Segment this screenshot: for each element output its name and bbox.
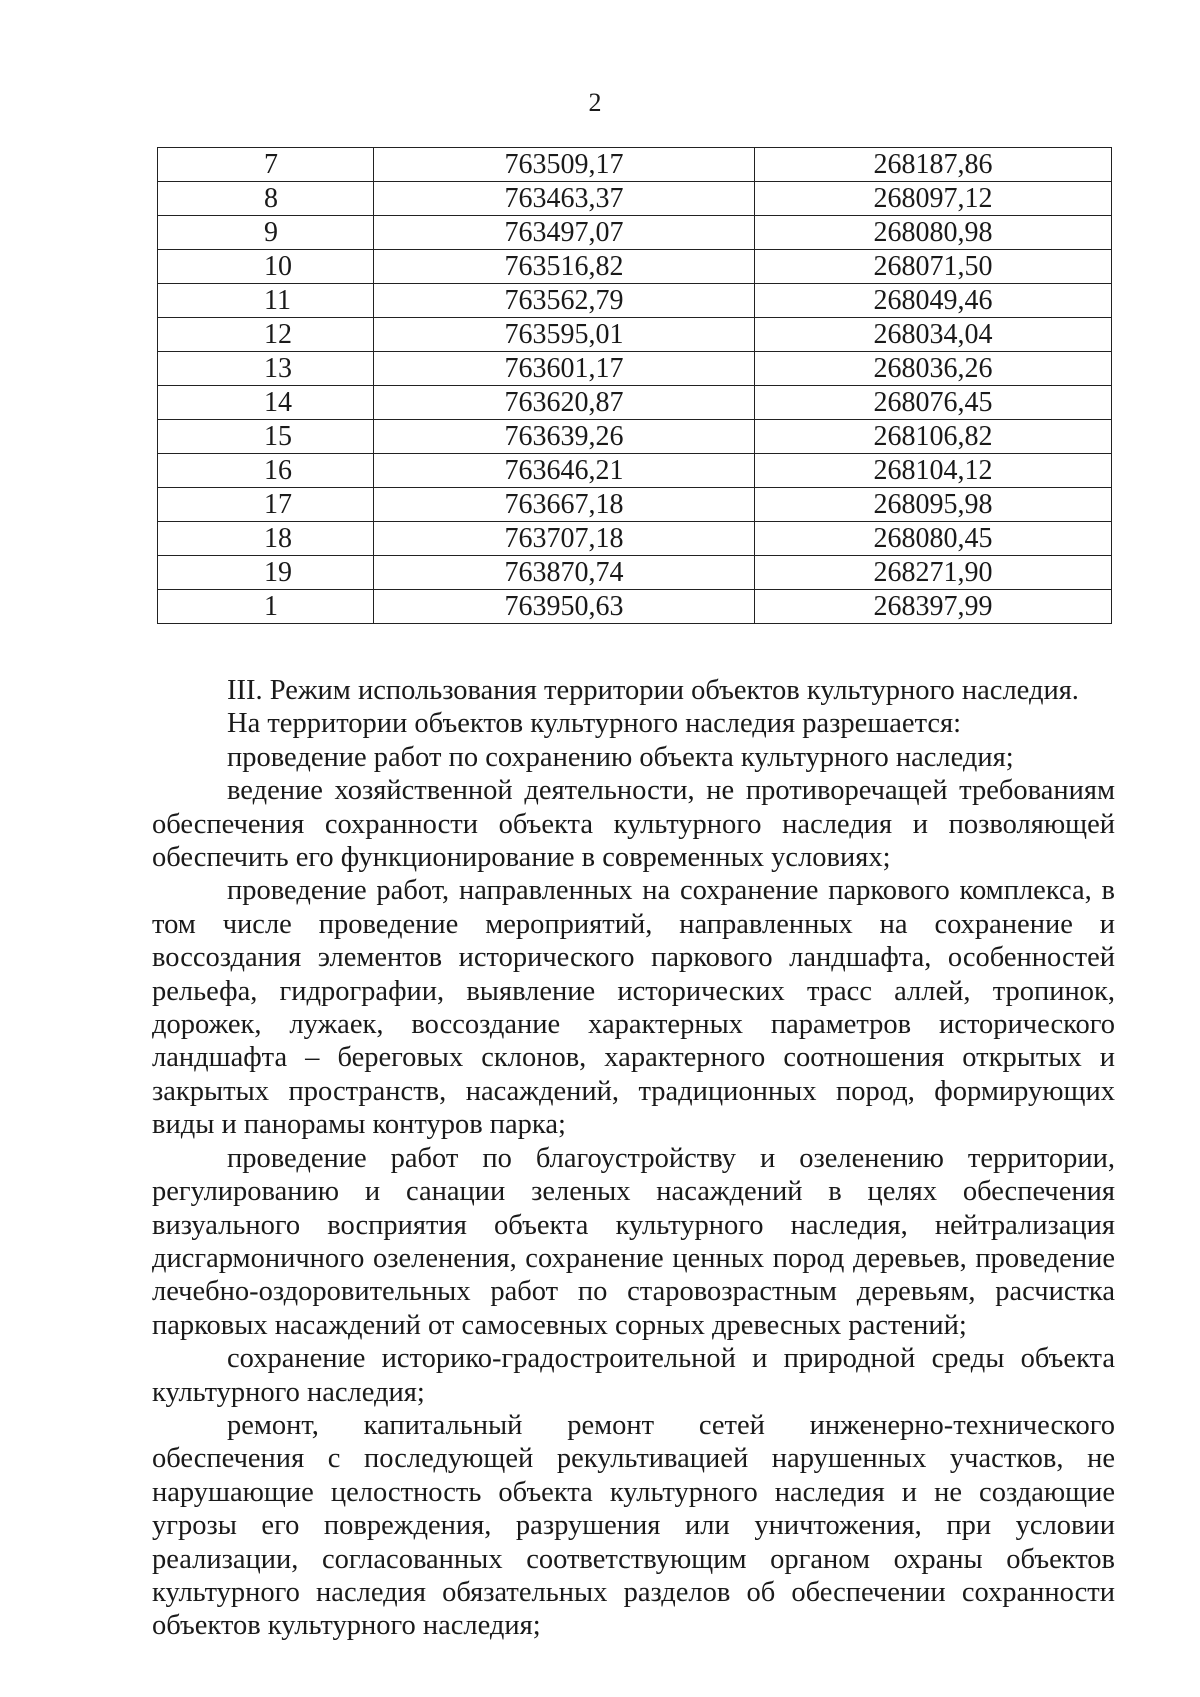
point-number-cell: 9 xyxy=(158,216,374,250)
x-coordinate-cell: 763646,21 xyxy=(374,454,755,488)
y-coordinate-cell: 268036,26 xyxy=(755,352,1112,386)
x-coordinate-cell: 763562,79 xyxy=(374,284,755,318)
x-coordinate-cell: 763620,87 xyxy=(374,386,755,420)
x-coordinate-cell: 763950,63 xyxy=(374,590,755,624)
y-coordinate-cell: 268104,12 xyxy=(755,454,1112,488)
point-number-cell: 16 xyxy=(158,454,374,488)
table-row xyxy=(158,216,1112,250)
point-number-cell: 8 xyxy=(158,182,374,216)
y-coordinate-cell: 268097,12 xyxy=(755,182,1112,216)
x-coordinate-cell: 763516,82 xyxy=(374,250,755,284)
table-row xyxy=(158,488,1112,522)
table-row xyxy=(158,386,1112,420)
point-number-cell: 18 xyxy=(158,522,374,556)
table-row xyxy=(158,420,1112,454)
section-intro: На территории объектов культурного наследия разрешается: xyxy=(227,708,962,740)
allowed-item: проведение работ по благоустройству и озеленению территории, регулированию и санации зеленых насаждений в целях обеспечения визуального восприятия объекта культурного наследия, нейтрализация дисгармоничного озеленения, сохранение ценных пород деревьев, проведение лечебно-оздоровительных работ по старовозрастным деревьям, расчистка парковых насаждений от самосевных сорных древесных растений; xyxy=(152,1142,1115,1341)
y-coordinate-cell: 268071,50 xyxy=(755,250,1112,284)
point-number-cell: 19 xyxy=(158,556,374,590)
table-row xyxy=(158,590,1112,624)
x-coordinate-cell: 763870,74 xyxy=(374,556,755,590)
table-row xyxy=(158,250,1112,284)
y-coordinate-cell: 268106,82 xyxy=(755,420,1112,454)
point-number-cell: 11 xyxy=(158,284,374,318)
y-coordinate-cell: 268076,45 xyxy=(755,386,1112,420)
section-heading: III. Режим использования территории объектов культурного наследия. xyxy=(227,675,1079,706)
x-coordinate-cell: 763707,18 xyxy=(374,522,755,556)
y-coordinate-cell: 268049,46 xyxy=(755,284,1112,318)
y-coordinate-cell: 268095,98 xyxy=(755,488,1112,522)
point-number-cell: 14 xyxy=(158,386,374,420)
allowed-item: ведение хозяйственной деятельности, не противоречащей требованиям обеспечения сохранности объекта культурного наследия и позволяющей обеспечить его функционирование в современных условиях; xyxy=(152,775,1115,874)
point-number-cell: 17 xyxy=(158,488,374,522)
y-coordinate-cell: 268080,98 xyxy=(755,216,1112,250)
x-coordinate-cell: 763667,18 xyxy=(374,488,755,522)
coordinates-table xyxy=(157,147,1112,624)
table-row xyxy=(158,318,1112,352)
table-row xyxy=(158,556,1112,590)
point-number-cell: 7 xyxy=(158,148,374,182)
allowed-item: ремонт, капитальный ремонт сетей инженерно-технического обеспечения с последующей рекультивацией нарушенных участков, не нарушающие целостность объекта культурного наследия и не создающие угрозы его повреждения, разрушения или уничтожения, при условии реализации, согласованных соответствующим органом охраны объектов культурного наследия обязательных разделов об обеспечении сохранности объектов культурного наследия; xyxy=(152,1409,1115,1642)
x-coordinate-cell: 763509,17 xyxy=(374,148,755,182)
allowed-item: проведение работ по сохранению объекта культурного наследия; xyxy=(227,741,1014,773)
y-coordinate-cell: 268187,86 xyxy=(755,148,1112,182)
section-text xyxy=(152,674,1115,1643)
point-number-cell: 12 xyxy=(158,318,374,352)
x-coordinate-cell: 763639,26 xyxy=(374,420,755,454)
y-coordinate-cell: 268271,90 xyxy=(755,556,1112,590)
y-coordinate-cell: 268034,04 xyxy=(755,318,1112,352)
table-row xyxy=(158,182,1112,216)
table-row xyxy=(158,352,1112,386)
allowed-item: проведение работ, направленных на сохранение паркового комплекса, в том числе проведение мероприятий, направленных на сохранение и воссоздания элементов исторического паркового ландшафта, особенностей рельефа, гидрографии, выявление исторических трасс аллей, тропинок, дорожек, лужаек, воссоздание характерных параметров исторического ландшафта – береговых склонов, характерного соотношения открытых и закрытых пространств, насаждений, традиционных пород, формирующих виды и панорамы контуров парка; xyxy=(152,875,1115,1141)
point-number-cell: 10 xyxy=(158,250,374,284)
point-number-cell: 15 xyxy=(158,420,374,454)
x-coordinate-cell: 763497,07 xyxy=(374,216,755,250)
y-coordinate-cell: 268397,99 xyxy=(755,590,1112,624)
x-coordinate-cell: 763601,17 xyxy=(374,352,755,386)
table-row xyxy=(158,522,1112,556)
table-row xyxy=(158,454,1112,488)
page-number: 2 xyxy=(588,88,602,117)
x-coordinate-cell: 763463,37 xyxy=(374,182,755,216)
x-coordinate-cell: 763595,01 xyxy=(374,318,755,352)
point-number-cell: 13 xyxy=(158,352,374,386)
table-row xyxy=(158,284,1112,318)
allowed-item: сохранение историко-градостроительной и природной среды объекта культурного наследия; xyxy=(152,1343,1115,1408)
point-number-cell: 1 xyxy=(158,590,374,624)
table-row xyxy=(158,148,1112,182)
y-coordinate-cell: 268080,45 xyxy=(755,522,1112,556)
